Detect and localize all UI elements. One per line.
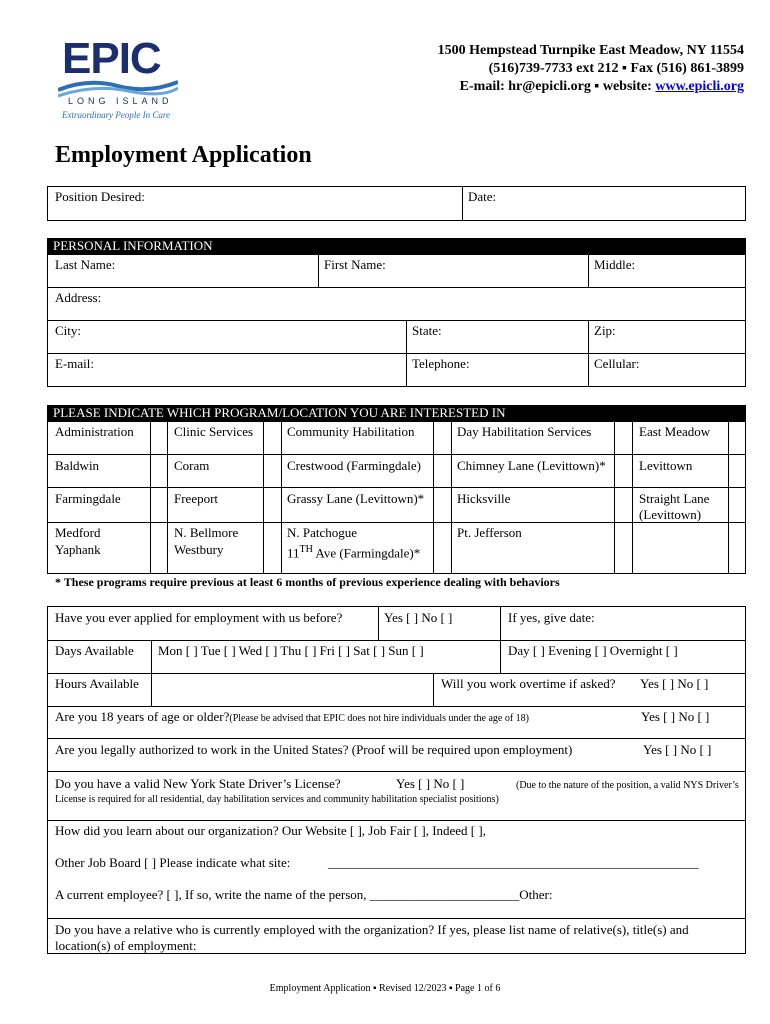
relative-question-line2: location(s) of employment:: [55, 938, 197, 953]
ave-number: 11: [287, 545, 300, 561]
website-link[interactable]: www.epicli.org: [655, 79, 744, 94]
address-field[interactable]: Address:: [55, 290, 102, 305]
program-medford[interactable]: Medford: [55, 525, 101, 540]
license-note-line1: (Due to the nature of the position, a valid NYS Driver’s: [516, 780, 739, 791]
middle-name-field[interactable]: Middle:: [594, 257, 636, 272]
age-question: [55, 709, 529, 727]
relative-question-line1: Do you have a relative who is currently employed with the organization? If yes, please list name of relative(s), title(s) and: [55, 922, 689, 937]
program-n-bellmore[interactable]: N. Bellmore: [174, 525, 239, 540]
personal-header: PERSONAL INFORMATION: [47, 238, 746, 254]
current-employee-question[interactable]: A current employee? [ ], If so, write the name of the person, _______________________Other:: [55, 887, 553, 902]
telephone-field[interactable]: Telephone:: [412, 356, 470, 371]
program-pt-jefferson[interactable]: Pt. Jefferson: [457, 525, 522, 540]
date-field[interactable]: Date:: [468, 189, 497, 204]
program-hicksville[interactable]: Hicksville: [457, 491, 511, 506]
program-coram[interactable]: Coram: [174, 458, 210, 473]
program-day-habilitation[interactable]: Day Habilitation Services: [457, 424, 592, 439]
logo-tagline: Extraordinary People In Care: [62, 110, 171, 120]
page-title: Employment Application: [55, 142, 312, 168]
epic-logo: [58, 34, 188, 124]
straight-lane-line2: (Levittown): [639, 507, 702, 522]
programs-note: * These programs require previous at least 6 months of previous experience dealing with behaviors: [55, 575, 560, 589]
programs-header: PLEASE INDICATE WHICH PROGRAM/LOCATION YOU ARE INTERESTED IN: [47, 405, 746, 421]
applied-date-field[interactable]: If yes, give date:: [508, 610, 595, 625]
program-baldwin[interactable]: Baldwin: [55, 458, 100, 473]
applied-before-question: Have you ever applied for employment with us before?: [55, 610, 343, 625]
first-name-field[interactable]: First Name:: [324, 257, 386, 272]
phone-line: (516)739-7733 ext 212 ▪ Fax (516) 861-3899: [488, 61, 744, 76]
work-authorization-yes-no[interactable]: Yes [ ] No [ ]: [643, 742, 712, 757]
shift-options[interactable]: Day [ ] Evening [ ] Overnight [ ]: [508, 643, 678, 658]
email-text: E-mail: hr@epicli.org ▪ website:: [459, 79, 656, 94]
program-farmingdale[interactable]: Farmingdale: [55, 491, 121, 506]
age-yes-no[interactable]: Yes [ ] No [ ]: [641, 709, 710, 724]
program-community-habilitation[interactable]: Community Habilitation: [287, 424, 415, 439]
hours-available-label: Hours Available: [55, 676, 139, 691]
cellular-field[interactable]: Cellular:: [594, 356, 640, 371]
program-freeport[interactable]: Freeport: [174, 491, 219, 506]
last-name-field[interactable]: Last Name:: [55, 257, 116, 272]
email-field[interactable]: E-mail:: [55, 356, 94, 371]
days-available-options[interactable]: Mon [ ] Tue [ ] Wed [ ] Thu [ ] Fri [ ] Sat [ ] Sun [ ]: [158, 643, 424, 658]
logo-wordmark: EPIC: [62, 34, 161, 83]
email-line: [438, 78, 744, 96]
age-note: (Please be advised that EPIC does not hire individuals under the age of 18): [229, 713, 530, 724]
state-field[interactable]: State:: [412, 323, 442, 338]
program-levittown[interactable]: Levittown: [639, 458, 693, 473]
position-field[interactable]: Position Desired:: [55, 189, 145, 204]
other-job-board-line[interactable]: _________________________________________________________: [328, 855, 699, 870]
license-note-line2: License is required for all residential, day habilitation services and community habilitation specialist positions): [55, 794, 499, 805]
license-question: Do you have a valid New York State Driver’s License?: [55, 776, 341, 791]
logo-subtitle: LONG ISLAND: [68, 96, 173, 106]
program-westbury[interactable]: Westbury: [174, 542, 224, 557]
position-date-box: [47, 186, 746, 221]
work-authorization-question: Are you legally authorized to work in the United States? (Proof will be required upon employment): [55, 742, 573, 757]
page-footer: Employment Application ▪ Revised 12/2023 ▪ Page 1 of 6: [269, 983, 501, 994]
program-chimney-lane[interactable]: Chimney Lane (Levittown)*: [457, 458, 606, 473]
logo-wave-icon: [58, 76, 178, 98]
contact-block: [438, 42, 744, 96]
overtime-yes-no[interactable]: Yes [ ] No [ ]: [640, 676, 709, 691]
ave-suffix: TH: [299, 544, 313, 555]
program-straight-lane[interactable]: [639, 491, 709, 523]
program-11th-ave[interactable]: [287, 542, 420, 561]
city-field[interactable]: City:: [55, 323, 82, 338]
program-clinic-services[interactable]: Clinic Services: [174, 424, 254, 439]
program-n-patchogue[interactable]: N. Patchogue: [287, 525, 358, 540]
days-available-label: Days Available: [55, 643, 134, 658]
zip-field[interactable]: Zip:: [594, 323, 616, 338]
license-yes-no[interactable]: Yes [ ] No [ ]: [396, 776, 465, 791]
learn-about-question[interactable]: How did you learn about our organization? Our Website [ ], Job Fair [ ], Indeed [ ],: [55, 823, 486, 838]
program-crestwood[interactable]: Crestwood (Farmingdale): [287, 458, 421, 473]
applied-before-yes-no[interactable]: Yes [ ] No [ ]: [384, 610, 453, 625]
program-east-meadow[interactable]: East Meadow: [639, 424, 711, 439]
age-question-text: Are you 18 years of age or older?: [55, 709, 230, 724]
address-line: 1500 Hempstead Turnpike East Meadow, NY 11554: [437, 43, 744, 58]
other-job-board-label[interactable]: Other Job Board [ ] Please indicate what site:: [55, 855, 291, 870]
ave-name: Ave (Farmingdale)*: [312, 545, 421, 561]
straight-lane-line1: Straight Lane: [639, 491, 710, 506]
overtime-question: Will you work overtime if asked?: [441, 676, 616, 691]
program-grassy-lane[interactable]: Grassy Lane (Levittown)*: [287, 491, 425, 506]
program-administration[interactable]: Administration: [55, 424, 134, 439]
program-yaphank[interactable]: Yaphank: [55, 542, 101, 557]
